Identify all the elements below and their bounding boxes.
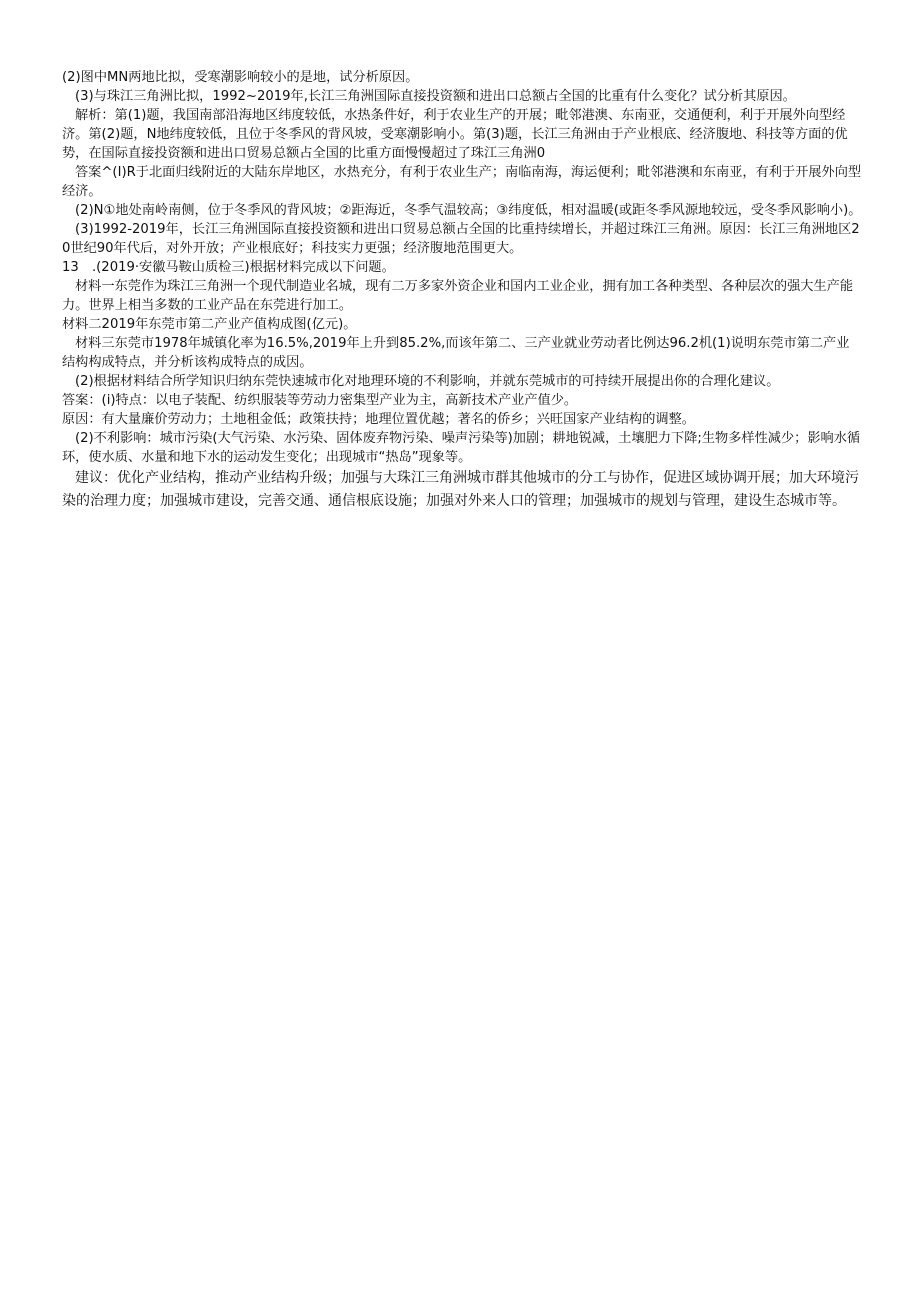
question-2: (2)图中MN两地比拟，受寒潮影响较小的是地，试分析原因。 bbox=[62, 70, 419, 85]
question-13-2: (2)根据材料结合所学知识归纳东莞快速城市化对地理环境的不利影响，并就东莞城市的可持续开展提出你的合理化建议。 bbox=[75, 374, 780, 389]
answer-13-2-suggestions: 建议：优化产业结构，推动产业结构升级；加强与大珠江三角洲城市群其他城市的分工与协作，促进区域协调开展；加大环境污染的治理力度；加强城市建设，完善交通、通信根底设施；加强对外来人口的管理；加强城市的规划与管理，建设生态城市等。 bbox=[62, 470, 859, 509]
material-1: 材料一东莞作为珠江三角洲一个现代制造业名城，现有二万多家外资企业和国内工业企业，拥有加工各种类型、各种层次的强大生产能力。世界上相当多数的工业产品在东莞进行加工。 bbox=[62, 279, 854, 313]
question-13-heading: 13 .(2019·安徽马鞍山质检三)根据材料完成以下问题。 bbox=[62, 260, 395, 275]
document-body bbox=[62, 68, 862, 513]
answer-3: (3)1992-2019年，长江三角洲国际直接投资额和进出口贸易总额占全国的比重持续增长，并超过珠江三角洲。原因：长江三角洲地区20世纪90年代后，对外开放；产业根底好；科技实力更强；经济腹地范围更大。 bbox=[62, 222, 860, 256]
material-2: 材料二2019年东莞市第二产业产值构成图(亿元)。 bbox=[62, 317, 357, 332]
answer-13-1-reasons: 原因：有大量廉价劳动力；土地租金低；政策扶持；地理位置优越；著名的侨乡；兴旺国家产业结构的调整。 bbox=[62, 412, 695, 427]
material-3: 材料三东莞市1978年城镇化率为16.5%,2019年上升到85.2%,而该年第二、三产业就业劳动者比例达96.2机(1)说明东莞市第二产业结构构成特点，并分析该构成特点的成因。 bbox=[62, 336, 850, 370]
answer-2: (2)N①地处南岭南侧，位于冬季风的背风坡；②距海近，冬季气温较高；③纬度低，相对温暖(或距冬季风源地较远，受冬季风影响小)。 bbox=[75, 203, 862, 218]
answer-13-2-impacts: (2)不利影响：城市污染(大气污染、水污染、固体废弃物污染、噪声污染等)加剧；耕地锐减，土壤肥力下降;生物多样性减少；影响水循环，使水质、水量和地下水的运动发生变化；出现城市“热岛”现象等。 bbox=[62, 431, 861, 465]
answer-13-1-features: 答案：(i)特点：以电子装配、纺织服装等劳动力密集型产业为主，高新技术产业产值少。 bbox=[62, 393, 578, 408]
analysis-paragraph: 解析：第(1)题，我国南部沿海地区纬度较低，水热条件好，利于农业生产的开展；毗邻港澳、东南亚，交通便利，利于开展外向型经济。第(2)题，N地纬度较低，且位于冬季风的背风坡，受寒潮影响小。第(3)题，长江三角洲由于产业根底、经济腹地、科技等方面的优势，在国际直接投资额和进出口贸易总额占全国的比重方面慢慢超过了珠江三角洲0 bbox=[62, 108, 848, 161]
answer-1: 答案^(I)R于北面归线附近的大陆东岸地区，水热充分，有利于农业生产；南临南海，海运便利；毗邻港澳和东南亚，有利于开展外向型经济。 bbox=[62, 165, 862, 199]
question-3: (3)与珠江三角洲比拟，1992~2019年,长江三角洲国际直接投资额和进出口总额占全国的比重有什么变化？试分析其原因。 bbox=[75, 89, 796, 104]
